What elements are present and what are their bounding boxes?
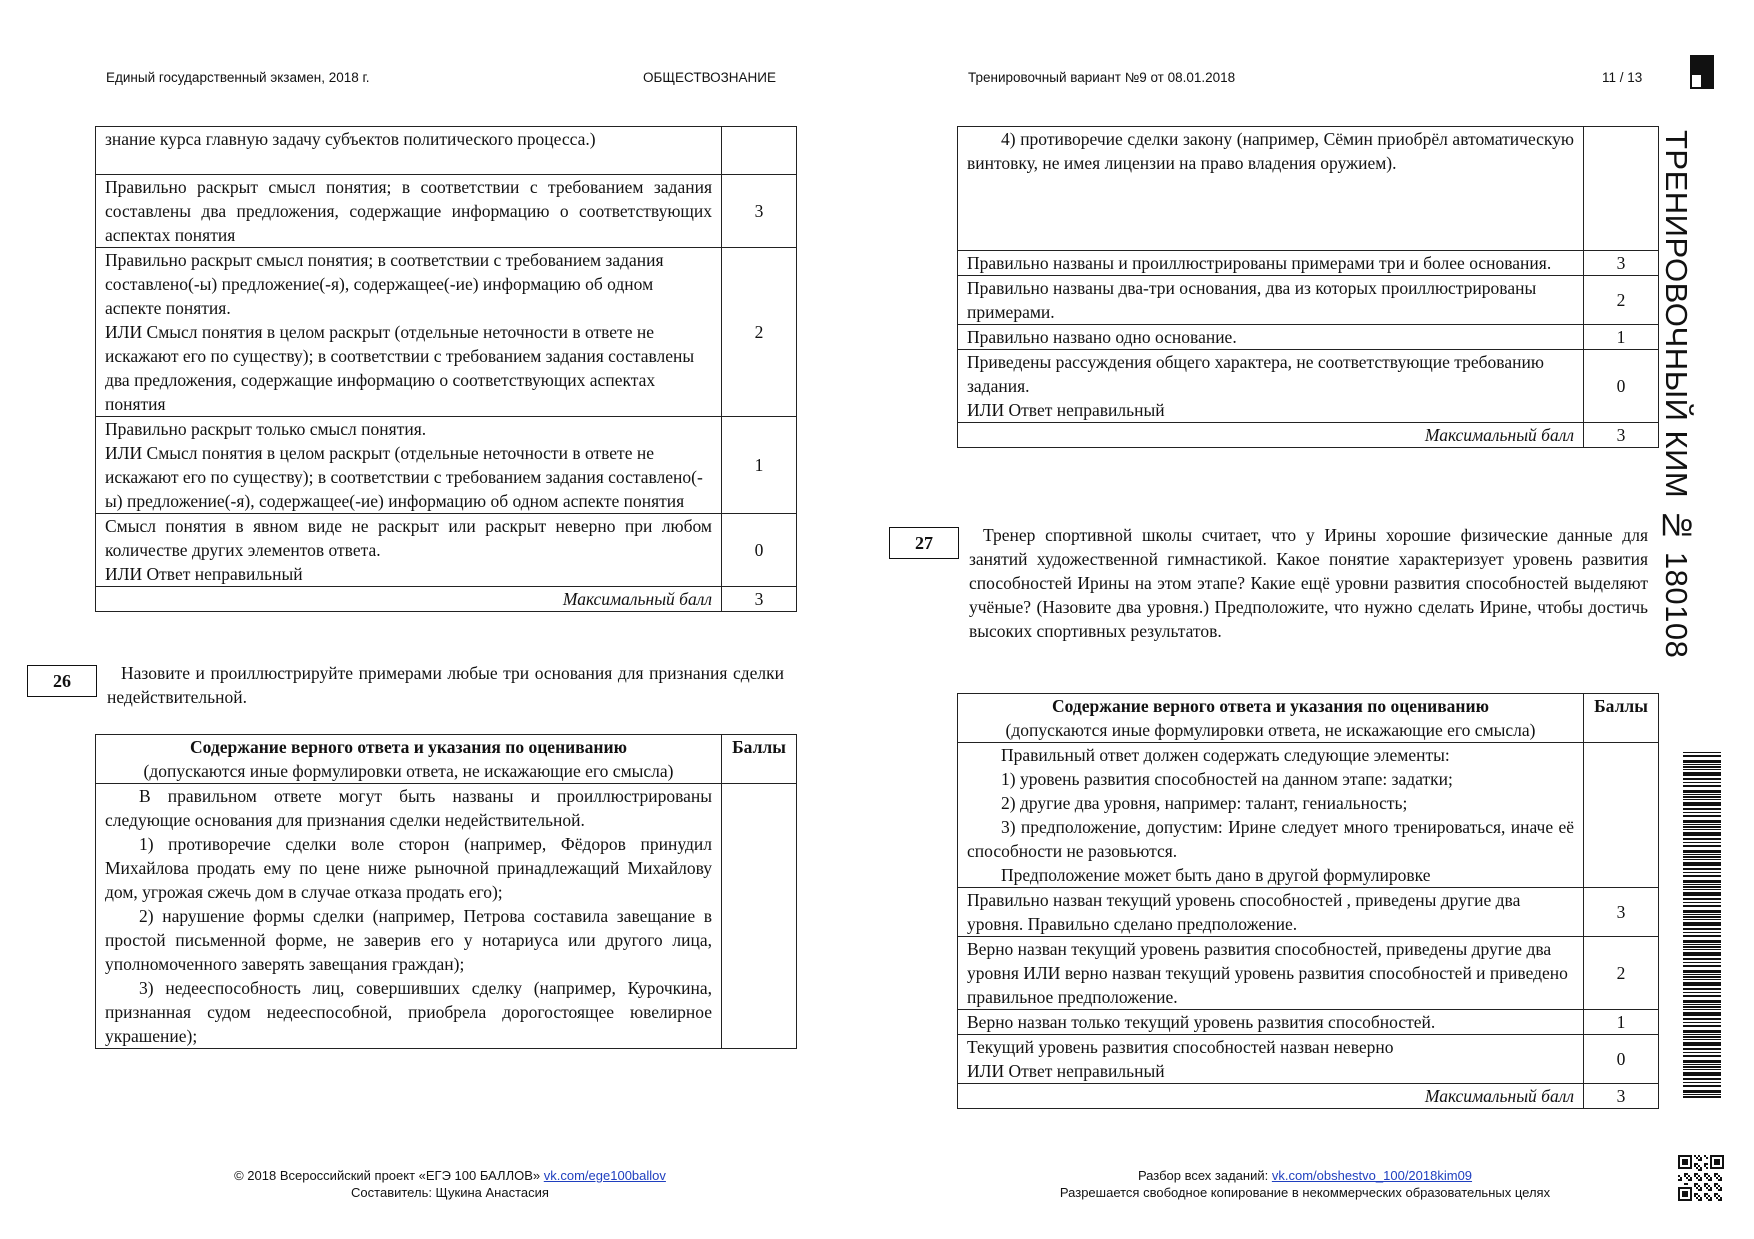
footer-left-link[interactable]: vk.com/ege100ballov bbox=[543, 1168, 666, 1183]
score-cell: 1 bbox=[1584, 325, 1659, 350]
table-row bbox=[958, 743, 1659, 888]
question-27-text: Тренер спортивной школы считает, что у Ирины хорошие физические данные для занятий художественной гимнастикой. Какое понятие характеризует уровень развития способностей Ирины на этом этапе? Какие ещё уровни развития способностей выделяют учёные? (Назовите два уровня.) Предположите, что нужно сделать Ирине, чтобы достичь высоких спортивных результатов. bbox=[969, 525, 1648, 641]
table-row bbox=[958, 888, 1659, 937]
score-cell: 2 bbox=[1584, 937, 1659, 1010]
criteria-text bbox=[958, 350, 1584, 423]
header-subtitle: (допускаются иные формулировки ответа, не искажающие его смысла) bbox=[1005, 720, 1536, 740]
footer-right-line bbox=[980, 1167, 1630, 1184]
answer-paragraph: Предположение может быть дано в другой формулировке bbox=[1001, 865, 1431, 885]
answer-content bbox=[96, 784, 722, 1049]
task27-criteria-table bbox=[957, 693, 1659, 1109]
variant-title: Тренировочный вариант №9 от 08.01.2018 bbox=[968, 70, 1236, 85]
table-header-content bbox=[958, 694, 1584, 743]
table-row bbox=[958, 251, 1659, 276]
table-row-max bbox=[958, 1084, 1659, 1109]
table-row bbox=[958, 1035, 1659, 1084]
table-row bbox=[958, 350, 1659, 423]
criteria-text bbox=[96, 417, 722, 514]
criteria-text: Правильно названо одно основание. bbox=[958, 325, 1584, 350]
max-score-label: Максимальный балл bbox=[958, 1084, 1584, 1109]
question-number-26: 26 bbox=[27, 665, 97, 697]
answer-paragraph: 2) другие два уровня, например: талант, гениальность; bbox=[1001, 793, 1408, 813]
footer-right bbox=[980, 1167, 1630, 1201]
task26-criteria-table-continued bbox=[957, 126, 1659, 448]
table-row bbox=[96, 514, 797, 587]
criteria-text: знание курса главную задачу субъектов политического процесса.) bbox=[96, 127, 722, 175]
answer-paragraph: 1) уровень развития способностей на данном этапе: задатки; bbox=[1001, 769, 1453, 789]
qr-code-icon bbox=[1678, 1155, 1724, 1201]
footer-note: Разрешается свободное копирование в некоммерческих образовательных целях bbox=[1059, 1185, 1551, 1200]
footer-left bbox=[150, 1167, 750, 1201]
subject-title: ОБЩЕСТВОЗНАНИЕ bbox=[643, 70, 776, 85]
criteria-line: ИЛИ Смысл понятия в целом раскрыт (отдельные неточности в ответе не искажают его по существу); в соответствии с требованием задания составлены два предложения, содержащие информацию о соответствующих аспектах понятия bbox=[105, 322, 695, 414]
criteria-line: Правильно раскрыт смысл понятия; в соответствии с требованием задания составлено(-ы) предложение(-я), содержащее(-ие) информацию об одном аспекте понятия. bbox=[105, 250, 664, 318]
task26-criteria-table bbox=[95, 734, 797, 1049]
criteria-text: Правильно раскрыт смысл понятия; в соответствии с требованием задания составлены два предложения, содержащие информацию о соответствующих аспектах понятия bbox=[96, 175, 722, 248]
criteria-text bbox=[958, 1035, 1584, 1084]
answer-paragraph: 2) нарушение формы сделки (например, Петрова составила завещание в простой письменной форме, не заверив его у нотариуса или другого лица, уполномоченного заверять завещания граждан); bbox=[105, 906, 712, 974]
max-score-value: 3 bbox=[1584, 1084, 1659, 1109]
table-row bbox=[96, 784, 797, 1049]
answer-paragraph: 3) предположение, допустим: Ирине следует много тренироваться, иначе её способности не разовьются. bbox=[967, 817, 1574, 861]
footer-copyright: © 2018 Всероссийский проект «ЕГЭ 100 БАЛЛОВ» bbox=[234, 1168, 541, 1183]
table-row-max bbox=[958, 423, 1659, 448]
table-row bbox=[96, 127, 797, 175]
header-score: Баллы bbox=[722, 735, 797, 784]
criteria-text: Правильно названы и проиллюстрированы примерами три и более основания. bbox=[958, 251, 1584, 276]
max-score-label: Максимальный балл bbox=[96, 587, 722, 612]
score-cell bbox=[722, 784, 797, 1049]
max-score-label: Максимальный балл bbox=[958, 423, 1584, 448]
criteria-line: ИЛИ Смысл понятия в целом раскрыт (отдельные неточности в ответе не искажают его по существу); в соответствии с требованием задания составлено(-ы) предложение(-я), содержащее(-ие) информацию об одном аспекте понятия bbox=[105, 443, 703, 511]
criteria-line: Приведены рассуждения общего характера, не соответствующие требованию задания. bbox=[967, 352, 1544, 396]
score-cell: 0 bbox=[722, 514, 797, 587]
answer-paragraph: 1) противоречие сделки воле сторон (например, Фёдоров принудил Михайлова продать ему по цене ниже рыночной принадлежащий Михайлову дом, угрожая сжечь дом в случае отказа продать его); bbox=[105, 834, 712, 902]
criteria-text: Правильно названы два-три основания, два из которых проиллюстрированы примерами. bbox=[958, 276, 1584, 325]
criteria-line: Правильно раскрыт только смысл понятия. bbox=[105, 419, 427, 439]
score-cell: 3 bbox=[1584, 251, 1659, 276]
table-row-max bbox=[96, 587, 797, 612]
table-header-row bbox=[958, 694, 1659, 743]
table-header-row bbox=[96, 735, 797, 784]
corner-marker-icon bbox=[1690, 55, 1714, 89]
score-cell: 0 bbox=[1584, 1035, 1659, 1084]
answer-content: 4) противоречие сделки закону (например, Сёмин приобрёл автоматическую винтовку, не имея лицензии на право владения оружием). bbox=[958, 127, 1584, 251]
header-score: Баллы bbox=[1584, 694, 1659, 743]
score-cell: 3 bbox=[722, 175, 797, 248]
score-cell: 2 bbox=[722, 248, 797, 417]
table-row bbox=[96, 417, 797, 514]
score-cell: 1 bbox=[722, 417, 797, 514]
question-26-text: Назовите и проиллюстрируйте примерами любые три основания для признания сделки недействительной. bbox=[107, 663, 784, 707]
answer-paragraph: 3) недееспособность лиц, совершивших сделку (например, Курочкина, признанная судом недееспособной, приобрела дорогостоящее ювелирное украшение); bbox=[105, 978, 712, 1046]
header-subtitle: (допускаются иные формулировки ответа, не искажающие его смысла) bbox=[143, 761, 674, 781]
header-title: Содержание верного ответа и указания по оцениванию bbox=[190, 737, 627, 757]
task25-criteria-table bbox=[95, 126, 797, 612]
footer-author: Составитель: Щукина Анастасия bbox=[351, 1185, 549, 1200]
score-cell bbox=[1584, 743, 1659, 888]
answer-paragraph: Правильный ответ должен содержать следующие элементы: bbox=[1001, 745, 1450, 765]
score-cell: 2 bbox=[1584, 276, 1659, 325]
score-cell bbox=[1584, 127, 1659, 251]
question-number-27: 27 bbox=[889, 527, 959, 559]
criteria-text: Верно назван текущий уровень развития способностей, приведены другие два уровня ИЛИ верно назван текущий уровень развития способностей и приведено правильное предположение. bbox=[958, 937, 1584, 1010]
score-cell: 3 bbox=[1584, 888, 1659, 937]
answer-content bbox=[958, 743, 1584, 888]
criteria-text bbox=[96, 248, 722, 417]
max-score-value: 3 bbox=[722, 587, 797, 612]
criteria-line: ИЛИ Ответ неправильный bbox=[967, 400, 1165, 420]
side-title: ТРЕНИРОВОЧНЫЙ КИМ № 180108 bbox=[1659, 130, 1694, 659]
score-cell: 1 bbox=[1584, 1010, 1659, 1035]
max-score-value: 3 bbox=[1584, 423, 1659, 448]
criteria-line: ИЛИ Ответ неправильный bbox=[105, 564, 303, 584]
page-number: 11 / 13 bbox=[1602, 70, 1643, 85]
criteria-line: Текущий уровень развития способностей назван неверно bbox=[967, 1037, 1394, 1057]
table-row bbox=[96, 175, 797, 248]
footer-review-label: Разбор всех заданий: bbox=[1137, 1168, 1269, 1183]
table-header-content bbox=[96, 735, 722, 784]
criteria-line: ИЛИ Ответ неправильный bbox=[967, 1061, 1165, 1081]
criteria-text: Верно назван только текущий уровень развития способностей. bbox=[958, 1010, 1584, 1035]
footer-right-link[interactable]: vk.com/obshestvo_100/2018kim09 bbox=[1271, 1168, 1473, 1183]
table-row bbox=[958, 276, 1659, 325]
exam-title: Единый государственный экзамен, 2018 г. bbox=[106, 70, 370, 85]
header-title: Содержание верного ответа и указания по оцениванию bbox=[1052, 696, 1489, 716]
table-row bbox=[96, 248, 797, 417]
score-cell bbox=[722, 127, 797, 175]
table-row bbox=[958, 325, 1659, 350]
answer-paragraph: В правильном ответе могут быть названы и проиллюстрированы следующие основания для признания сделки недействительной. bbox=[105, 786, 712, 830]
table-row bbox=[958, 127, 1659, 251]
criteria-text: Правильно назван текущий уровень способностей , приведены другие два уровня. Правильно сделано предположение. bbox=[958, 888, 1584, 937]
barcode-icon bbox=[1683, 752, 1721, 1098]
score-cell: 0 bbox=[1584, 350, 1659, 423]
footer-left-line bbox=[150, 1167, 750, 1184]
criteria-text bbox=[96, 514, 722, 587]
criteria-line: Смысл понятия в явном виде не раскрыт или раскрыт неверно при любом количестве других элементов ответа. bbox=[105, 516, 712, 560]
table-row bbox=[958, 937, 1659, 1010]
table-row bbox=[958, 1010, 1659, 1035]
